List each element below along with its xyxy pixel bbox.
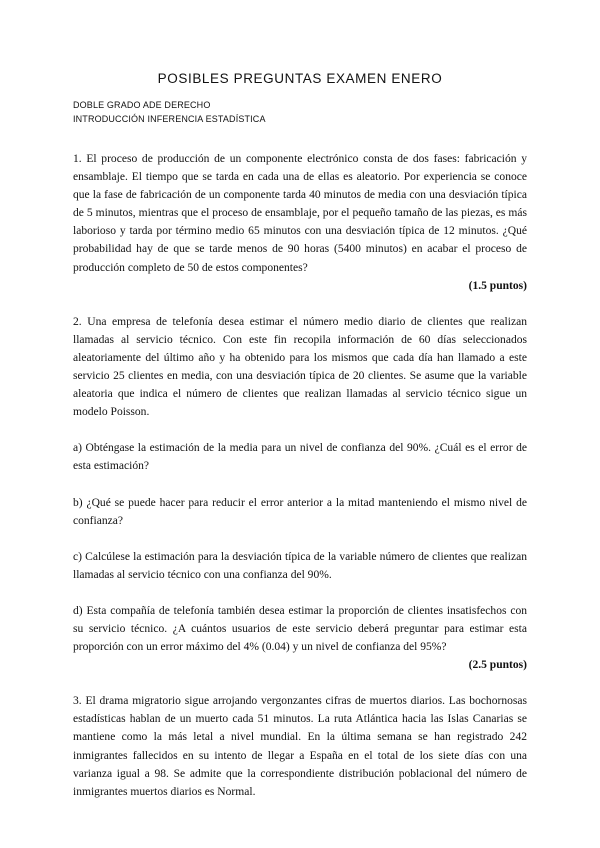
question-2a: a) Obténgase la estimación de la media para un nivel de confianza del 90%. ¿Cuál es el error de esta estimación? [73,442,527,473]
question-2b: b) ¿Qué se puede hacer para reducir el error anterior a la mitad manteniendo el mismo nivel de confianza? [73,496,527,527]
question-2c: c) Calcúlese la estimación para la desviación típica de la variable número de clientes que realizan llamadas al servicio técnico con una confianza del 90%. [73,550,527,581]
question-2-points: (2.5 puntos) [468,659,527,672]
questions-body [73,150,527,801]
question-1-points: (1.5 puntos) [468,279,527,292]
question-1-text: 1. El proceso de producción de un componente electrónico consta de dos fases: fabricación y ensamblaje. El tiempo que se tarda en cada una de ellas es aleatorio. Por experiencia se conoce que la fase de fabricación de un componente tarda 40 minutos de media con una desviación típica de 5 minutos, mientras que el proceso de ensamblaje, por el pequeño tamaño de las piezas, es más laborioso y tarda por término medio 65 minutos con una desviación típica de 12 minutos. ¿Qué probabilidad hay de que se tarde menos de 90 horas (5400 minutos) en acabar el proceso de producción completo de 50 de estos componentes? [73,153,527,274]
question-2-text: 2. Una empresa de telefonía desea estimar el número medio diario de clientes que realizan llamadas al servicio técnico. Con este fin recopila información de 60 días seleccionados aleatoriamente del último año y ha obtenido para los mismos que cada día han llamado a este servicio 25 clientes en media, con una desviación típica de 20 clientes. Se asume que la variable aleatoria que indica el número de clientes que realizan llamadas al servicio técnico sigue un modelo Poisson. [73,315,527,419]
page-title: POSIBLES PREGUNTAS EXAMEN ENERO [157,71,443,86]
degree-subtitle: DOBLE GRADO ADE DERECHO [73,100,211,110]
course-subtitle: INTRODUCCIÓN INFERENCIA ESTADÍSTICA [73,114,266,124]
question-3-text: 3. El drama migratorio sigue arrojando vergonzantes cifras de muertos diarios. Las bochornosas estadísticas hablan de un muerto cada 51 minutos. La ruta Atlántica hacia las Islas Canarias se mantiene como la más letal a nivel mundial. En la última semana se han registrado 242 inmigrantes fallecidos en su intento de llegar a España en el total de los siete días con una varianza igual a 98. Se admite que la correspondiente distribución poblacional del número de inmigrantes muertos diarios es Normal. [73,695,527,798]
question-2d: d) Esta compañía de telefonía también desea estimar la proporción de clientes insatisfechos con su servicio técnico. ¿A cuántos usuarios de este servicio deberá preguntar para estimar esta proporción con un error máximo del 4% (0.04) y un nivel de confianza del 95%? [73,604,527,654]
